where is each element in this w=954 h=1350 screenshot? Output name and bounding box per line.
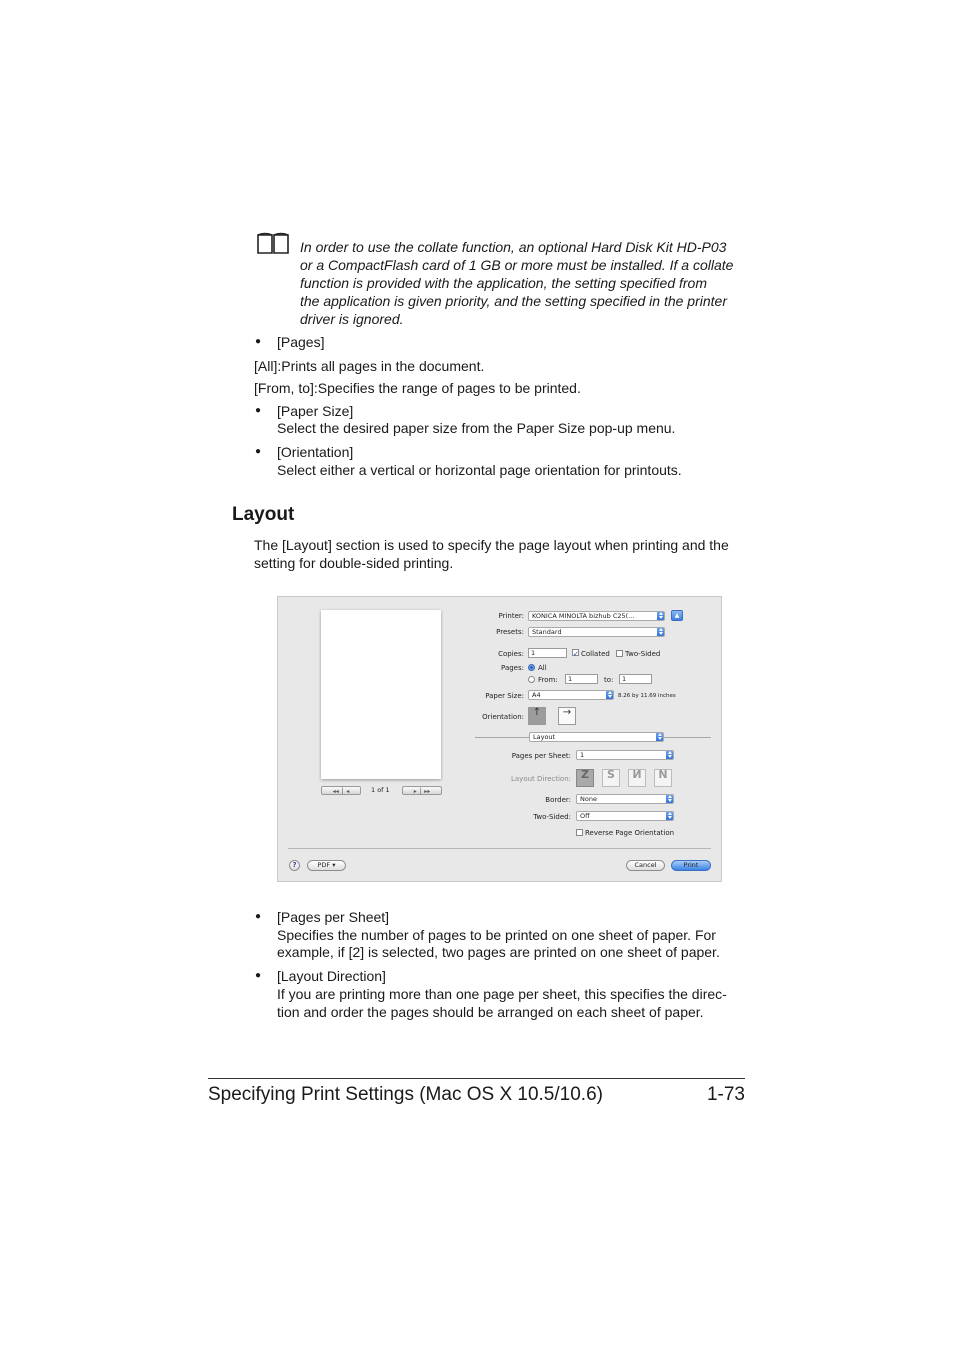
pps-item-line: Specifies the number of pages to be printed on one sheet of paper. For [277, 927, 716, 943]
paper-size-item-desc: Select the desired paper size from the Paper Size pop-up menu. [277, 420, 676, 436]
paper-size-label: Paper Size: [485, 692, 524, 700]
pages-per-sheet-value: 1 [580, 751, 585, 759]
popup-arrow-icon [666, 811, 674, 821]
from-input[interactable]: 1 [565, 674, 598, 684]
bullet: ● [254, 336, 262, 347]
layout-direction-label: Layout Direction: [510, 775, 571, 783]
pages-per-sheet-popup[interactable] [576, 750, 674, 760]
copies-label: Copies: [498, 650, 524, 658]
two-sided-checkbox[interactable] [616, 650, 623, 657]
presets-popup[interactable] [528, 627, 665, 637]
pdf-button[interactable]: PDF ▾ [307, 860, 346, 871]
popup-arrow-icon [657, 627, 665, 637]
collated-label: Collated [581, 650, 610, 658]
disclosure-up-icon[interactable]: ▲ [671, 610, 683, 621]
two-sided-label: Two-Sided: [533, 813, 571, 821]
pages-per-sheet-label: Pages per Sheet: [511, 752, 571, 760]
next-last-page-button[interactable]: ▸ │ ▸▸ [402, 786, 442, 795]
note-line: driver is ignored. [300, 311, 404, 327]
paper-size-dims: 8.26 by 11.69 inches [618, 693, 676, 699]
book-icon [256, 232, 290, 256]
ld-item-line: If you are printing more than one page per sheet, this specifies the direc- [277, 986, 727, 1002]
help-button[interactable]: ? [289, 860, 300, 871]
layout-z-icon[interactable]: Z [576, 769, 594, 787]
bullet: ● [254, 911, 262, 922]
orientation-label: Orientation: [482, 713, 524, 721]
paper-size-value: A4 [532, 691, 541, 699]
collate-note [300, 238, 750, 328]
copies-input[interactable]: 1 [528, 648, 567, 658]
pages-label: Pages: [501, 664, 524, 672]
border-label: Border: [545, 796, 571, 804]
two-sided-check-label: Two-Sided [625, 650, 661, 658]
layout-intro-line: setting for double-sided printing. [254, 555, 454, 571]
from-label: From: [538, 676, 558, 684]
pps-item-title: [Pages per Sheet] [277, 909, 390, 925]
section-popup[interactable] [529, 732, 664, 742]
orientation-item-title: [Orientation] [277, 444, 354, 460]
bullet: ● [254, 970, 262, 981]
bullet: ● [254, 405, 262, 416]
layout-s-icon[interactable]: S [602, 769, 620, 787]
footer-title: Specifying Print Settings (Mac OS X 10.5/10.6) [208, 1084, 603, 1105]
page-counter: 1 of 1 [371, 786, 390, 794]
printer-label: Printer: [498, 612, 524, 620]
page-number: 1-73 [706, 1084, 745, 1105]
layout-n-icon[interactable]: И [628, 769, 646, 787]
pages-all-label: All [538, 664, 547, 672]
two-sided-value: Off [580, 812, 590, 820]
orientation-item-desc: Select either a vertical or horizontal page orientation for printouts. [277, 462, 682, 478]
note-line: or a CompactFlash card of 1 GB or more must be installed. If a collate [300, 257, 734, 273]
border-popup[interactable] [576, 794, 674, 804]
section-value: Layout [533, 733, 556, 741]
ld-item-line: tion and order the pages should be arranged on each sheet of paper. [277, 1004, 704, 1020]
portrait-orientation-icon[interactable]: ↑ [528, 707, 546, 725]
note-line: function is provided with the application, the setting specified from [300, 275, 708, 291]
printer-popup[interactable] [528, 611, 665, 621]
pages-all-desc: [All]:Prints all pages in the document. [254, 358, 485, 374]
pages-from-desc: [From, to]:Specifies the range of pages to be printed. [254, 380, 581, 396]
note-line: In order to use the collate function, an optional Hard Disk Kit HD-P03 [300, 239, 727, 255]
popup-arrow-icon [656, 732, 664, 742]
reverse-orientation-label: Reverse Page Orientation [585, 829, 675, 837]
popup-arrow-icon [666, 794, 674, 804]
two-sided-popup[interactable] [576, 811, 674, 821]
page-preview [321, 610, 441, 779]
presets-label: Presets: [496, 628, 524, 636]
popup-arrow-icon [606, 690, 614, 700]
layout-n-reverse-icon[interactable]: N [654, 769, 672, 787]
bullet: ● [254, 446, 262, 457]
layout-intro-line: The [Layout] section is used to specify the page layout when printing and the [254, 537, 729, 553]
popup-arrow-icon [666, 750, 674, 760]
print-button[interactable]: Print [671, 860, 711, 871]
presets-value: Standard [532, 628, 562, 636]
print-dialog [277, 596, 722, 882]
landscape-orientation-icon[interactable]: → [558, 707, 576, 725]
first-prev-page-button[interactable]: ◂◂ │ ◂ [321, 786, 361, 795]
section-heading: Layout [232, 504, 295, 525]
paper-size-item-title: [Paper Size] [277, 403, 354, 419]
to-input[interactable]: 1 [619, 674, 652, 684]
printer-value: KONICA MINOLTA bizhub C25(... [532, 612, 635, 620]
reverse-orientation-checkbox[interactable] [576, 829, 583, 836]
bottom-divider [288, 848, 711, 849]
ld-item-title: [Layout Direction] [277, 968, 386, 984]
paper-size-popup[interactable] [528, 690, 614, 700]
pps-item-line: example, if [2] is selected, two pages are printed on one sheet of paper. [277, 944, 720, 960]
popup-arrow-icon [657, 611, 665, 621]
pages-all-radio[interactable] [528, 664, 535, 671]
pages-from-radio[interactable] [528, 676, 535, 683]
footer-rule [208, 1078, 745, 1079]
to-label: to: [604, 676, 614, 684]
cancel-button[interactable]: Cancel [626, 860, 665, 871]
border-value: None [580, 795, 597, 803]
pages-item-title: [Pages] [277, 334, 325, 350]
collated-checkbox[interactable]: ✓ [573, 650, 579, 658]
note-line: the application is given priority, and the setting specified in the printer [300, 293, 727, 309]
